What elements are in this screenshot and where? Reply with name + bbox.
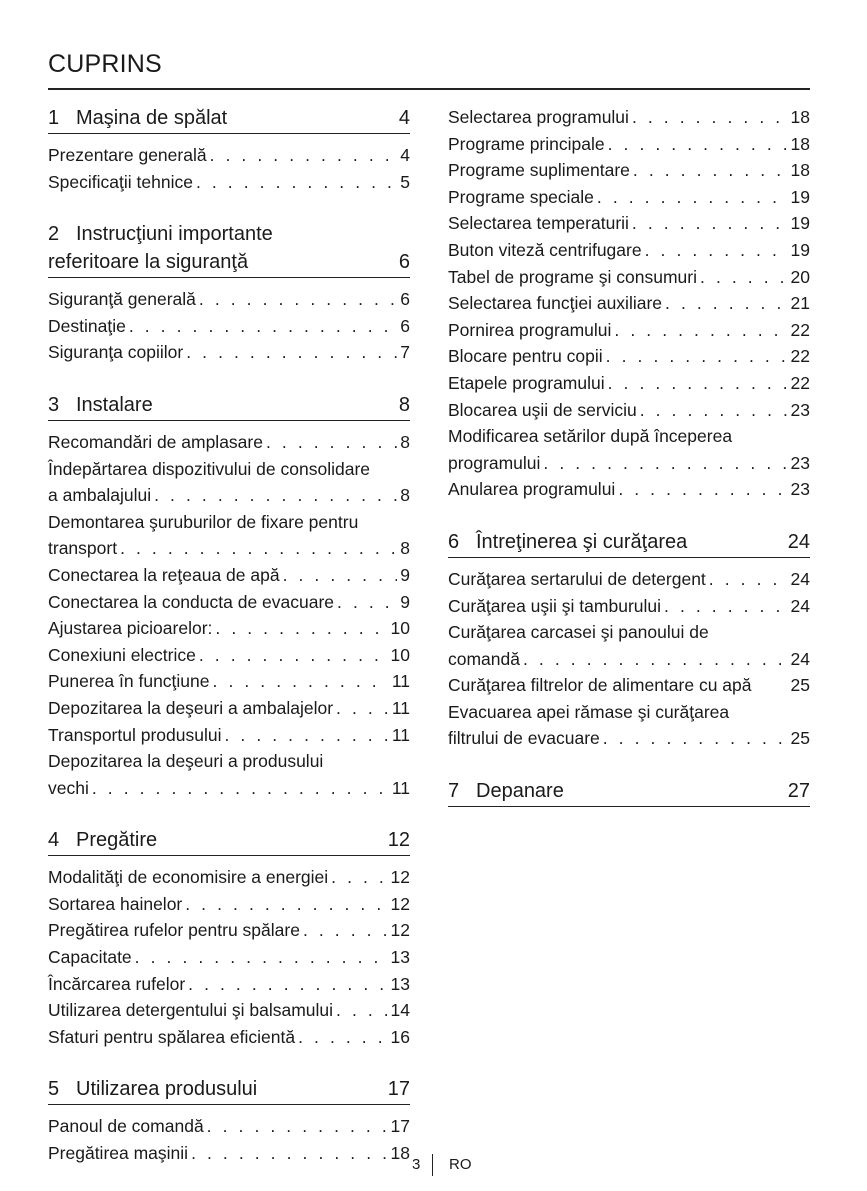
- dot-leader: [664, 593, 788, 620]
- dot-leader: [186, 339, 397, 366]
- toc-entry-page: 9: [400, 564, 410, 585]
- toc-entry-page: 11: [391, 777, 410, 798]
- toc-entry: [48, 891, 410, 918]
- toc-entry-label: a ambalajului: [48, 485, 152, 506]
- toc-entry-page: 23: [790, 399, 810, 420]
- toc-entry: [448, 131, 810, 158]
- dot-leader: [213, 668, 389, 695]
- toc-entry: [448, 672, 810, 699]
- section-page: 17: [387, 1078, 410, 1101]
- toc-entry: [48, 917, 410, 944]
- section-heading: [48, 220, 410, 278]
- toc-entry: [448, 237, 810, 264]
- dot-leader: [633, 157, 788, 184]
- toc-entry: [48, 169, 410, 196]
- toc-left-column: [48, 104, 410, 1170]
- section-page: 8: [398, 393, 410, 416]
- toc-entry: [448, 397, 810, 424]
- toc-entry-page: 12: [390, 893, 410, 914]
- dot-leader: [92, 775, 389, 802]
- toc-entry-page: 13: [390, 973, 410, 994]
- section-heading: [448, 777, 810, 807]
- toc-entry-page: 21: [790, 293, 810, 314]
- toc-entry-page: 18: [790, 160, 810, 181]
- dot-leader: [608, 370, 788, 397]
- section-name: Instalare: [76, 393, 153, 416]
- toc-entry-page: 22: [790, 319, 810, 340]
- section-number: 3: [48, 393, 60, 416]
- toc-entry-page: 4: [400, 145, 410, 165]
- toc-entry-label: Ajustarea picioarelor:: [48, 618, 213, 639]
- toc-entry-page: 10: [390, 618, 410, 639]
- toc-entry-label: Transportul produsului: [48, 724, 222, 745]
- toc-entry-page: 23: [790, 479, 810, 500]
- dot-leader: [665, 290, 788, 317]
- title-divider: [48, 88, 810, 90]
- dot-leader: [618, 476, 787, 503]
- toc-entry-label: Pregătirea rufelor pentru spălare: [48, 920, 300, 941]
- dot-leader: [523, 646, 788, 673]
- toc-entry-line: Depozitarea la deşeuri a produsului: [48, 751, 324, 772]
- toc-entry-page: 11: [391, 724, 410, 745]
- toc-entry-label: Buton viteză centrifugare: [448, 239, 642, 260]
- toc-entry-page: 19: [790, 213, 810, 234]
- toc-entry-label: Prezentare generală: [48, 145, 207, 165]
- section-heading: [48, 391, 410, 421]
- toc-entry: [48, 1024, 410, 1051]
- toc-entry-page: 24: [790, 595, 810, 616]
- toc-entry-label: Capacitate: [48, 947, 132, 968]
- toc-entry-page: 7: [400, 342, 410, 363]
- toc-entry-page: 6: [400, 315, 410, 336]
- toc-entry-label: Siguranţa copiilor: [48, 342, 184, 363]
- toc-entry-label: Destinaţie: [48, 315, 126, 336]
- toc-entry-label: Curăţarea filtrelor de alimentare cu apă: [448, 675, 752, 696]
- section-name: Utilizarea produsului: [76, 1078, 258, 1101]
- toc-entry-page: 20: [790, 266, 810, 287]
- toc-entry-label: filtrului de evacuare: [448, 728, 600, 749]
- dot-leader: [207, 1113, 388, 1140]
- toc-entry: [48, 971, 410, 998]
- toc-entry-label: Pregătirea maşinii: [48, 1143, 189, 1164]
- section-name: Depanare: [476, 780, 564, 803]
- toc-section: [48, 826, 410, 1053]
- toc-entry-label: Etapele programului: [448, 372, 605, 393]
- toc-entry-label: Programe suplimentare: [448, 160, 630, 181]
- toc-entry: [48, 142, 410, 169]
- toc-section: [48, 391, 410, 804]
- section-heading: [48, 104, 410, 134]
- toc-entry-label: Anularea programului: [448, 479, 616, 500]
- toc-entry-page: 18: [390, 1143, 410, 1164]
- section-name: Instrucţiuni importante: [76, 223, 273, 246]
- section-heading-title: [48, 220, 273, 276]
- toc-entry: [448, 210, 810, 237]
- toc-entry-label: Selectarea funcţiei auxiliare: [448, 293, 663, 314]
- toc-entry-line: Curăţarea carcasei şi panoului de: [448, 622, 709, 643]
- toc-entry: [48, 695, 410, 722]
- toc-entry: [448, 725, 810, 752]
- toc-entry-label: Blocare pentru copii: [448, 346, 603, 367]
- toc-entry-page: 11: [391, 671, 410, 692]
- dot-leader: [196, 169, 397, 196]
- dot-leader: [199, 642, 388, 669]
- toc-entry-label: Sortarea hainelor: [48, 893, 183, 914]
- toc-entry-page: 11: [391, 697, 410, 718]
- toc-entry-line: Îndepărtarea dispozitivului de consolidare: [48, 458, 371, 479]
- toc-entry-page: 17: [390, 1116, 410, 1137]
- toc-entry-label: Depozitarea la deşeuri a ambalajelor: [48, 697, 334, 718]
- toc-entry: [48, 429, 410, 456]
- dot-leader: [336, 695, 389, 722]
- toc-entry: [448, 593, 810, 620]
- dot-leader: [224, 722, 388, 749]
- dot-leader: [632, 104, 788, 131]
- toc-entry: [448, 290, 810, 317]
- toc-entry-page: 25: [790, 728, 810, 749]
- dot-leader: [199, 286, 397, 313]
- toc-entry-label: transport: [48, 538, 118, 559]
- toc-entry: [48, 339, 410, 366]
- toc-entry-page: 9: [400, 591, 410, 612]
- toc-entry-page: 5: [400, 171, 410, 192]
- toc-entry: [448, 450, 810, 477]
- dot-leader: [608, 131, 788, 158]
- toc-entry: [448, 370, 810, 397]
- section-heading: [48, 826, 410, 856]
- dot-leader: [709, 566, 788, 593]
- toc-entry-label: vechi: [48, 777, 89, 798]
- dot-leader: [210, 142, 398, 169]
- dot-leader: [129, 313, 397, 340]
- toc-entry: [48, 1113, 410, 1140]
- toc-entry-label: Modalităţi de economisire a energiei: [48, 867, 329, 888]
- dot-leader: [331, 864, 387, 891]
- toc-entry: [48, 562, 410, 589]
- toc-entry-page: 13: [390, 947, 410, 968]
- toc-section: [48, 220, 410, 369]
- section-name: Pregătire: [76, 829, 158, 852]
- dot-leader: [120, 535, 397, 562]
- toc-entry: [448, 184, 810, 211]
- toc-entry: [48, 997, 410, 1024]
- toc-entry-label: Conectarea la conducta de evacuare: [48, 591, 335, 612]
- dot-leader: [632, 210, 788, 237]
- section-page: 4: [398, 107, 410, 129]
- dot-leader: [614, 317, 787, 344]
- toc-entry-page: 10: [390, 644, 410, 665]
- dot-leader: [185, 891, 387, 918]
- section-number: 1: [48, 107, 60, 129]
- toc-entry: [448, 476, 810, 503]
- toc-entry: [48, 775, 410, 802]
- section-heading-title: [48, 1075, 257, 1103]
- dot-leader: [603, 725, 788, 752]
- toc-entry-label: Sfaturi pentru spălarea eficientă: [48, 1026, 296, 1047]
- toc-entry: [448, 566, 810, 593]
- section-heading-title: [48, 391, 153, 419]
- dot-leader: [154, 482, 397, 509]
- section-number: 6: [448, 530, 460, 553]
- dot-leader: [188, 971, 387, 998]
- toc-entry-label: Curăţarea sertarului de detergent: [448, 568, 706, 589]
- section-number: 5: [48, 1078, 60, 1101]
- toc-entry-page: 23: [790, 452, 810, 473]
- dot-leader: [191, 1140, 387, 1167]
- toc-entry-page: 8: [400, 485, 410, 506]
- toc-entry-label: Recomandări de amplasare: [48, 431, 263, 452]
- section-number: 7: [448, 780, 460, 803]
- toc-entry-label: programului: [448, 452, 541, 473]
- toc-entry-label: comandă: [448, 648, 520, 669]
- toc-entry: [48, 864, 410, 891]
- toc-entry-page: 18: [790, 107, 810, 127]
- toc-entry-page: 19: [790, 239, 810, 260]
- toc-entry-page: 22: [790, 346, 810, 367]
- toc-section: [448, 528, 810, 755]
- toc-entry: [448, 264, 810, 291]
- dot-leader: [543, 450, 787, 477]
- toc-entry: [48, 535, 410, 562]
- toc-section: [48, 1075, 410, 1169]
- toc-section: [48, 104, 410, 198]
- toc-entry-label: Panoul de comandă: [48, 1116, 204, 1137]
- toc-entry-page: 14: [390, 1000, 410, 1021]
- toc-entry: [448, 646, 810, 673]
- dot-leader: [266, 429, 397, 456]
- toc-entry: [48, 589, 410, 616]
- toc-entry: [48, 313, 410, 340]
- section-page: 12: [387, 829, 410, 852]
- toc-entry-page: 12: [390, 920, 410, 941]
- toc-entry-page: 8: [400, 431, 410, 452]
- toc-section: [448, 777, 810, 818]
- toc-entry: [448, 157, 810, 184]
- dot-leader: [645, 237, 788, 264]
- toc-entry-page: 19: [790, 186, 810, 207]
- toc-entry-page: 25: [790, 675, 810, 696]
- section-name: Maşina de spălat: [76, 107, 228, 129]
- toc-entry-page: 22: [790, 372, 810, 393]
- toc-entry-label: Încărcarea rufelor: [48, 973, 186, 994]
- toc-entry-page: 24: [790, 568, 810, 589]
- toc-entry-label: Specificaţii tehnice: [48, 171, 193, 192]
- toc-entry-label: Selectarea temperaturii: [448, 213, 629, 234]
- toc-entry: [48, 944, 410, 971]
- section-heading-title: [48, 826, 157, 854]
- dot-leader: [606, 343, 788, 370]
- toc-entry: [48, 482, 410, 509]
- toc-section: [448, 104, 810, 506]
- toc-right-column: [448, 104, 810, 818]
- dot-leader: [700, 264, 788, 291]
- dot-leader: [135, 944, 388, 971]
- toc-entry-page: 8: [400, 538, 410, 559]
- toc-entry-line: Evacuarea apei rămase şi curăţarea: [448, 701, 730, 722]
- toc-entry: [448, 343, 810, 370]
- toc-entry-page: 24: [790, 648, 810, 669]
- section-heading-title: [48, 104, 227, 132]
- section-heading-line: [48, 220, 273, 248]
- toc-entry-label: Siguranţă generală: [48, 289, 196, 310]
- dot-leader: [337, 589, 397, 616]
- toc-entry-label: Conectarea la reţeaua de apă: [48, 564, 280, 585]
- toc-entry-label: Utilizarea detergentului şi balsamului: [48, 1000, 334, 1021]
- toc-entry: [48, 722, 410, 749]
- toc-entry-page: 6: [400, 289, 410, 310]
- section-heading: [48, 1075, 410, 1105]
- toc-entry-line: Demontarea şuruburilor de fixare pentru: [48, 511, 359, 532]
- section-heading-title: [448, 528, 687, 556]
- toc-entry: [48, 668, 410, 695]
- toc-entry: [448, 317, 810, 344]
- dot-leader: [336, 997, 388, 1024]
- section-name: Întreţinerea şi curăţarea: [476, 530, 688, 553]
- footer-divider: [432, 1154, 433, 1176]
- toc-entry-label: Tabel de programe şi consumuri: [448, 266, 698, 287]
- toc-entry: [48, 642, 410, 669]
- dot-leader: [283, 562, 398, 589]
- toc-entry: [48, 615, 410, 642]
- toc-entry: [48, 1140, 410, 1167]
- section-heading-line: referitoare la siguranţă: [48, 251, 249, 274]
- toc-entry-label: Pornirea programului: [448, 319, 612, 340]
- dot-leader: [303, 917, 388, 944]
- section-heading: [448, 528, 810, 558]
- toc-entry-label: Selectarea programului: [448, 107, 629, 127]
- dot-leader: [640, 397, 788, 424]
- toc-entry-label: Programe principale: [448, 133, 605, 154]
- section-heading-title: [448, 777, 564, 805]
- dot-leader: [298, 1024, 387, 1051]
- toc-entry-label: Programe speciale: [448, 186, 594, 207]
- toc-entry: [448, 104, 810, 131]
- toc-entry-page: 18: [790, 133, 810, 154]
- section-number: 2: [48, 223, 60, 246]
- toc-entry-label: Blocarea uşii de serviciu: [448, 399, 637, 420]
- section-page: 6: [398, 251, 410, 274]
- footer-language: RO: [449, 1156, 472, 1173]
- toc-entry-line: Modificarea setărilor după începerea: [448, 426, 733, 447]
- toc-entry-label: Punerea în funcţiune: [48, 671, 210, 692]
- dot-leader: [597, 184, 788, 211]
- page-title: CUPRINS: [48, 50, 162, 78]
- footer-page-number: 3: [412, 1156, 421, 1173]
- section-page: 27: [787, 780, 810, 803]
- toc-entry-label: Curăţarea uşii şi tamburului: [448, 595, 662, 616]
- toc-entry-page: 16: [390, 1026, 410, 1047]
- toc-entry-page: 12: [390, 867, 410, 888]
- toc-entry-label: Conexiuni electrice: [48, 644, 196, 665]
- toc-entry: [48, 286, 410, 313]
- section-page: 24: [787, 530, 810, 553]
- dot-leader: [215, 615, 387, 642]
- section-number: 4: [48, 829, 60, 852]
